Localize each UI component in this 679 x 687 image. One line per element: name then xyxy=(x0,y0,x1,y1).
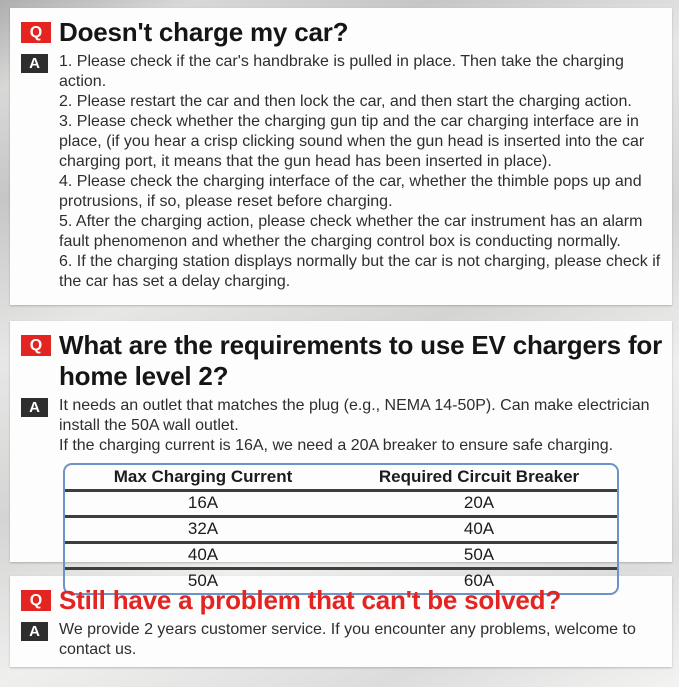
faq-section-level2-requirements xyxy=(10,321,672,590)
cell-current: 16A xyxy=(65,492,341,518)
answer-badge: A xyxy=(21,54,48,73)
answer-text: We provide 2 years customer service. If you encounter any problems, welcome to contact us. xyxy=(59,621,636,658)
faq-section-charging-trouble xyxy=(10,8,672,305)
question-badge: Q xyxy=(21,22,51,43)
table-row xyxy=(65,518,617,544)
question-row xyxy=(21,330,664,392)
answer-badge: A xyxy=(21,622,48,641)
question-title: Doesn't charge my car? xyxy=(59,17,349,47)
answer-text: If the charging current is 16A, we need a 20A breaker to ensure safe charging. xyxy=(59,437,614,454)
answer-step: 5. After the charging action, please check whether the car instrument has an alarm fault phenomenon and whether the charging control box is conducting normally. xyxy=(59,213,643,250)
cell-breaker: 20A xyxy=(341,492,617,518)
cell-current: 32A xyxy=(65,518,341,544)
table-header xyxy=(65,465,617,492)
answer-step: 1. Please check if the car's handbrake is pulled in place. Then take the charging action. xyxy=(59,53,624,90)
answer-body xyxy=(59,396,664,595)
table-body xyxy=(65,492,617,593)
answer-step: 4. Please check the charging interface of the car, whether the thimble pops up and protrusions, if so, please reset before charging. xyxy=(59,173,642,210)
cell-current: 50A xyxy=(187,571,219,590)
answer-step: 3. Please check whether the charging gun tip and the car charging interface are in place, (if you hear a crisp clicking sound when the gun head is inserted into the car charging port, it means that the gun head has been inserted in place). xyxy=(59,113,645,170)
table-header-row xyxy=(65,465,617,492)
question-row xyxy=(21,17,664,48)
answer-row xyxy=(21,52,664,292)
cell-breaker: 60A xyxy=(463,571,495,590)
cell-breaker: 40A xyxy=(341,518,617,544)
table-row xyxy=(65,544,617,570)
answer-step: 2. Please restart the car and then lock the car, and then start the charging action. xyxy=(59,93,632,110)
cell-breaker: 50A xyxy=(341,544,617,570)
answer-body xyxy=(59,620,664,660)
question-title: Still have a problem that can't be solved? xyxy=(59,585,562,615)
answer-row xyxy=(21,396,664,595)
question-badge: Q xyxy=(21,590,51,611)
column-header-max-current: Max Charging Current xyxy=(65,465,341,492)
answer-row xyxy=(21,620,664,660)
answer-body xyxy=(59,52,664,292)
question-badge: Q xyxy=(21,335,51,356)
question-title: What are the requirements to use EV chargers for home level 2? xyxy=(59,330,663,391)
answer-text: It needs an outlet that matches the plug (e.g., NEMA 14-50P). Can make electrician install the 50A wall outlet. xyxy=(59,397,650,434)
table-row xyxy=(65,492,617,518)
cell-current: 40A xyxy=(65,544,341,570)
breaker-requirements-table xyxy=(63,463,619,595)
column-header-breaker: Required Circuit Breaker xyxy=(341,465,617,492)
answer-step: 6. If the charging station displays normally but the car is not charging, please check if the car has set a delay charging. xyxy=(59,253,661,290)
answer-badge: A xyxy=(21,398,48,417)
